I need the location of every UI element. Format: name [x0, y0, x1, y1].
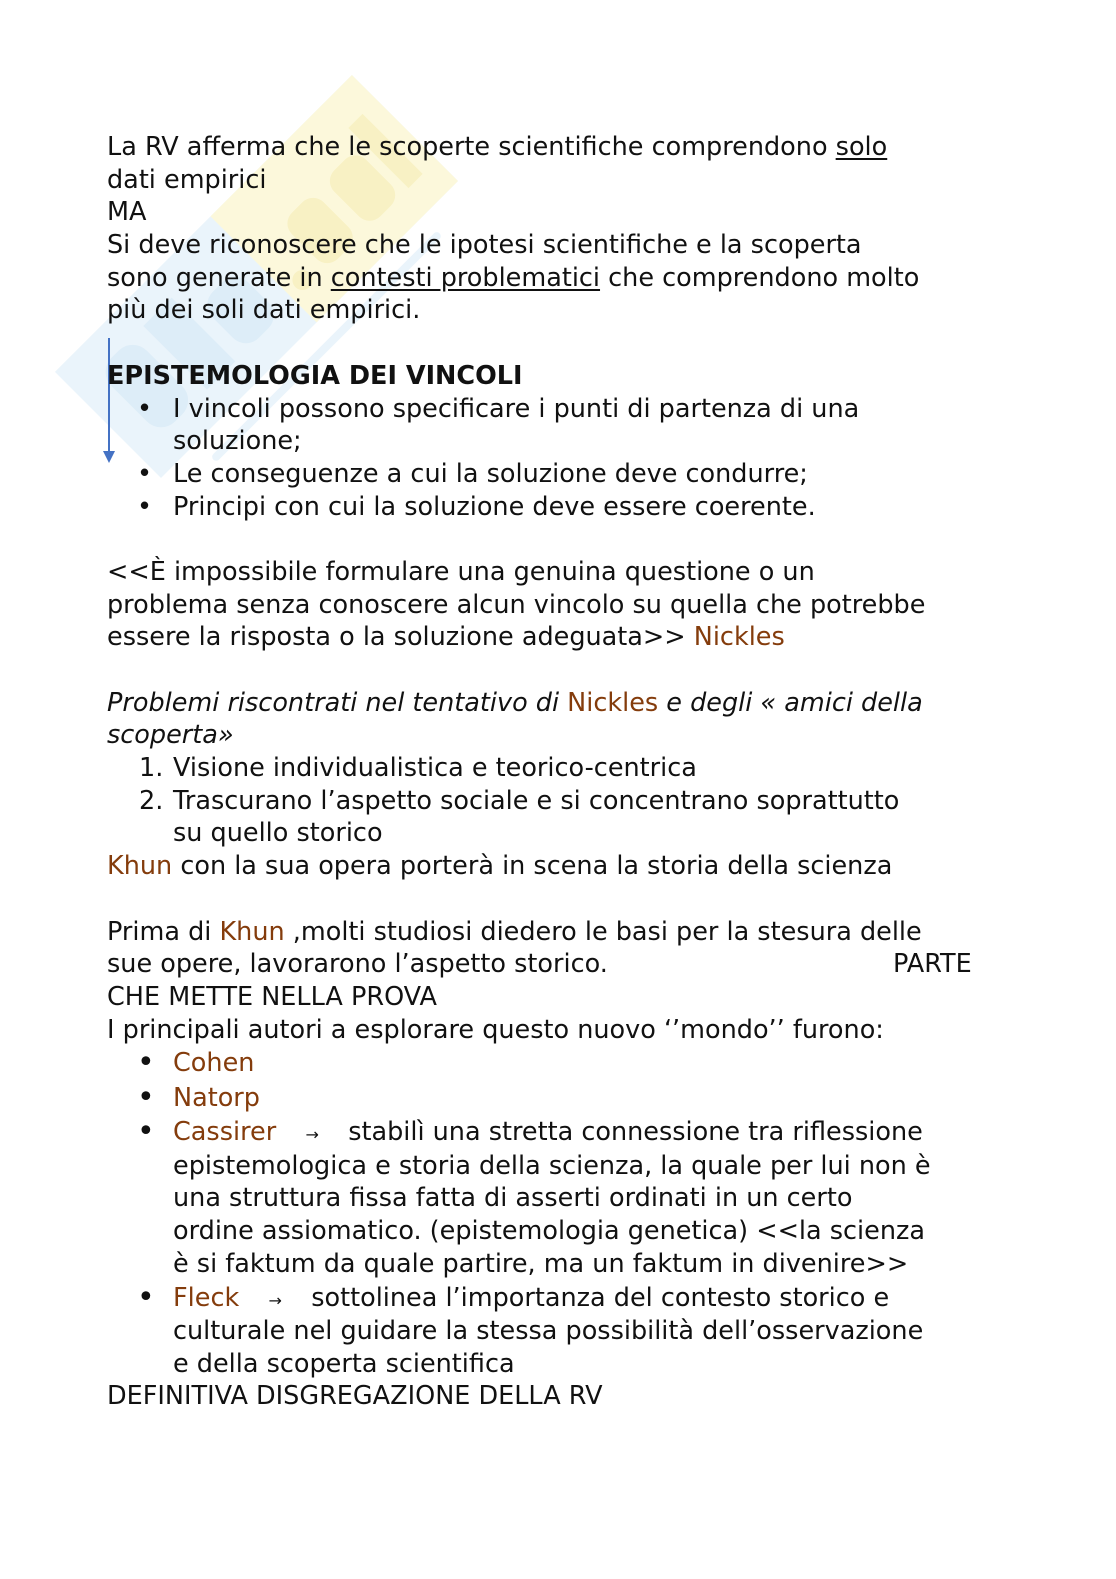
author-item-cont: una struttura fissa fatta di asserti ordinati in un certo [173, 1183, 853, 1214]
quote-author: Nickles [693, 622, 785, 653]
bullet-item [107, 393, 1057, 426]
text: sottolinea l’importanza del contesto storico e [311, 1282, 890, 1313]
section-heading: EPISTEMOLOGIA DEI VINCOLI [107, 360, 523, 391]
bullet-icon: • [137, 1279, 155, 1315]
author-item [107, 1046, 1057, 1081]
khun-line [107, 850, 1057, 883]
text: ,molti studiosi diedero le basi per la stesura delle [284, 916, 922, 947]
numbered-item-cont: su quello storico [173, 818, 383, 849]
author-name: Cohen [173, 1048, 255, 1079]
bullet-item [107, 491, 1057, 524]
underlined-text: contesti problematici [330, 262, 601, 293]
intro-line [107, 262, 1057, 295]
text: con la sua opera porterà in scena la storia della scienza [172, 851, 893, 882]
intro-line: dati empirici [107, 164, 267, 195]
before-line [107, 916, 1057, 949]
item-number: 2. [139, 785, 164, 816]
arrow-right-icon: → [268, 1290, 282, 1310]
author-item-cont: culturale nel guidare la stessa possibilità dell’osservazione [173, 1316, 924, 1346]
text: che comprendono molto [600, 262, 920, 293]
authors-list [107, 1046, 1057, 1380]
bullet-icon: • [137, 491, 153, 522]
bullet-item [107, 458, 1057, 491]
author-item-cont: è si faktum da quale partire, ma un faktum in divenire>> [173, 1248, 909, 1279]
bullet-icon: • [137, 1114, 155, 1150]
document-body [107, 131, 1057, 1413]
author-name: Fleck [173, 1282, 240, 1313]
before-line: CHE METTE NELLA PROVA [107, 981, 437, 1012]
author-item [107, 1115, 1057, 1150]
intro-line: Si deve riconoscere che le ipotesi scientifiche e la scoperta [107, 230, 862, 261]
underlined-text: solo [835, 132, 888, 162]
text: e degli « amici della [658, 687, 923, 718]
text: sue opere, lavorarono l’aspetto storico. [107, 949, 608, 980]
author-item [107, 1281, 1057, 1316]
bullet-icon: • [137, 393, 153, 424]
text: Problemi riscontrati nel tentativo di [107, 687, 568, 718]
quote-line: <<È impossibile formulare una genuina questione o un [107, 556, 815, 587]
text: Le conseguenze a cui la soluzione deve condurre; [173, 458, 808, 489]
text: stabilì una stretta connessione tra riflessione [348, 1117, 923, 1148]
bullet-item-cont [107, 425, 1057, 458]
problems-line [107, 687, 1057, 720]
bullet-icon: • [137, 1079, 155, 1115]
intro-line: più dei soli dati empirici. [107, 295, 421, 326]
text: Prima di [107, 916, 220, 947]
author-name: Nickles [567, 687, 659, 718]
before-line [107, 948, 1057, 981]
bullet-icon: • [137, 458, 153, 489]
numbered-item [107, 752, 1057, 785]
item-number: 1. [139, 753, 164, 784]
text: I vincoli possono specificare i punti di partenza di una [173, 393, 860, 424]
before-line: I principali autori a esplorare questo nuovo ‘’mondo’’ furono: [107, 1014, 884, 1045]
text: essere la risposta o la soluzione adeguata>> [107, 622, 694, 653]
bullet-icon: • [137, 1045, 155, 1081]
intro-line: MA [107, 197, 147, 228]
text: soluzione; [173, 426, 302, 457]
author-name: Natorp [173, 1082, 260, 1113]
text: Principi con cui la soluzione deve essere coerente. [173, 491, 816, 522]
author-item [107, 1081, 1057, 1116]
text: PARTE [893, 949, 972, 980]
conclusion-line: DEFINITIVA DISGREGAZIONE DELLA RV [107, 1381, 603, 1412]
quote-line [107, 621, 1057, 654]
author-name: Khun [107, 851, 173, 882]
author-item-cont: ordine assiomatico. (epistemologia genetica) <<la scienza [173, 1216, 926, 1247]
text: La RV afferma che le scoperte scientifiche comprendono [107, 132, 836, 162]
intro-line [107, 131, 1057, 164]
author-name: Khun [219, 916, 285, 947]
text: sono generate in [107, 262, 331, 293]
author-name: Cassirer [173, 1117, 277, 1148]
numbered-item [107, 785, 1057, 818]
text: Trascurano l’aspetto sociale e si concentrano soprattutto [173, 785, 900, 816]
arrow-right-icon: → [305, 1125, 319, 1145]
text: Visione individualistica e teorico-centrica [173, 753, 697, 784]
author-item-cont: epistemologica e storia della scienza, la quale per lui non è [173, 1150, 931, 1181]
problems-line: scoperta» [107, 720, 234, 751]
quote-line: problema senza conoscere alcun vincolo su quella che potrebbe [107, 589, 926, 620]
author-item-cont: e della scoperta scientifica [173, 1348, 515, 1379]
